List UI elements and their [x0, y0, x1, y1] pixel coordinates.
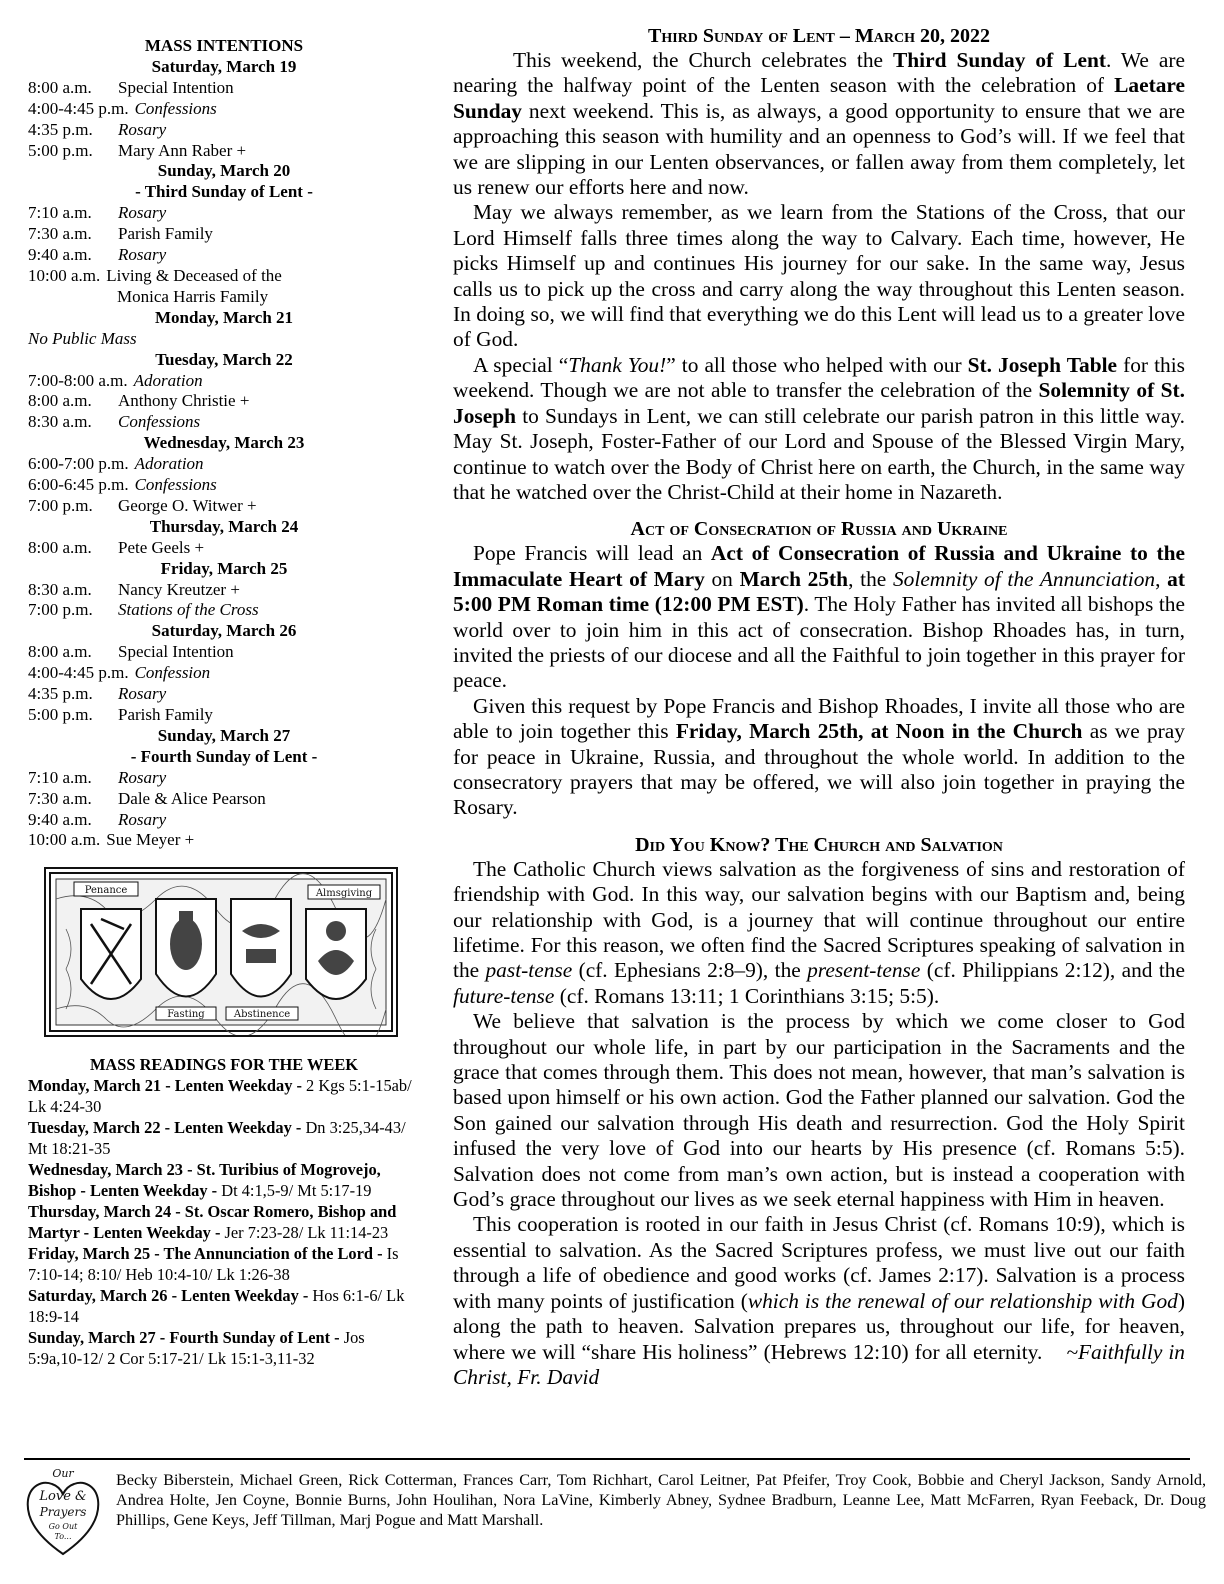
mass-entry-intention: Special Intention	[118, 77, 234, 97]
mass-entry-time: 10:00 a.m.	[28, 830, 101, 850]
mass-entry-intention: Parish Family	[118, 705, 213, 724]
reading-refs: Dt 4:1,5-9/ Mt 5:17-19	[221, 1181, 372, 1201]
mass-entry	[28, 391, 420, 412]
lent-heading: Third Sunday of Lent – March 20, 2022	[648, 25, 990, 47]
mass-entry-time: 9:40 a.m.	[28, 809, 92, 829]
mass-day-subtitle: - Third Sunday of Lent -	[135, 182, 313, 202]
mass-entry-time: 6:00-7:00 p.m.	[28, 454, 129, 474]
mass-entry-intention: Stations of the Cross	[118, 600, 259, 620]
mass-entry	[28, 141, 420, 162]
emblem-label-penance: Penance	[84, 885, 128, 897]
mass-intentions-title: MASS INTENTIONS	[144, 36, 304, 55]
mass-day-heading: Sunday, March 20	[157, 161, 291, 181]
mass-entry-intention: Living & Deceased of the	[106, 265, 282, 285]
footer-divider	[24, 1458, 1190, 1460]
readings-list	[28, 1075, 420, 1369]
mass-entry	[28, 789, 420, 810]
reading-refs: 2 Kgs 5:1-15ab/ Lk 4:24-30	[28, 1076, 412, 1117]
mass-entry-intention: Mary Ann Raber +	[118, 140, 247, 160]
mass-entry-intention: Adoration	[134, 454, 204, 474]
mass-entry	[28, 663, 420, 684]
mass-day-heading: Sunday, March 27	[157, 725, 291, 745]
mass-entry-time: 8:00 a.m.	[28, 391, 92, 411]
mass-entry-intention: Dale & Alice Pearson	[118, 788, 266, 808]
emblem-label-fasting: Fasting	[167, 1009, 205, 1021]
mass-entry-time: 7:30 a.m.	[28, 788, 92, 808]
mass-entry-time: 4:00-4:45 p.m.	[28, 663, 129, 683]
reading-refs: Is 7:10-14; 8:10/ Heb 10:4-10/ Lk 1:26-38	[28, 1244, 399, 1285]
mass-entry	[28, 642, 420, 663]
prayer-list-names: Becky Biberstein, Michael Green, Rick Cotterman, Frances Carr, Tom Richhart, Carol Leitner, Pat Pfeifer, Troy Cook, Bobbie and Cheryl Jackson, Sandy Arnold, Andrea Holte, Jen Coyne, Bonnie Burns, John Houlihan, Nora LaVine, Kimberly Abney, Sydnee Bradburn, Leanne Lee, Matt McFarren, Ryan Feeback, Dr. Doug Phillips, Gene Keys, Jeff Tillman, Marj Pogue and Matt Marshall.	[116, 1471, 1206, 1529]
mass-entry-intention: George O. Witwer +	[118, 495, 257, 515]
lent-paragraph-1: This weekend, the Church celebrates the Third Sunday of Lent. We are nearing the halfway point of the Lenten season with the celebration of Laetare Sunday next weekend. This is, as always, a good opportunity to ensure that we are approaching this season with humility and an openness to God’s will. If we feel that we are slipping in our Lenten observances, or fallen away from them completely, let us renew our efforts here and now.	[453, 48, 1185, 200]
mass-entry-intention: Parish Family	[118, 224, 213, 244]
mass-entry	[28, 496, 420, 517]
mass-entry-time: 7:10 a.m.	[28, 203, 92, 223]
mass-day-heading: Monday, March 21	[154, 307, 294, 327]
mass-entry	[28, 454, 420, 475]
mass-entry-intention: Confessions	[134, 475, 217, 495]
reading-refs: Jer 7:23-28/ Lk 11:14-23	[224, 1223, 389, 1243]
reading-day: Monday, March 21 - Lenten Weekday -	[28, 1076, 307, 1096]
salvation-heading: Did You Know? The Church and Salvation	[635, 833, 1003, 856]
mass-entry-intention: Confessions	[134, 98, 217, 118]
reading-item	[28, 1159, 420, 1201]
mass-entry-time: 7:00 p.m.	[28, 600, 93, 620]
mass-entry	[28, 475, 420, 496]
mass-entry	[28, 810, 420, 831]
mass-days	[28, 57, 420, 851]
mass-entry-intention: Sue Meyer +	[106, 830, 195, 850]
mass-entry-time: 8:00 a.m.	[28, 537, 92, 557]
mass-entry-time: 9:40 a.m.	[28, 245, 92, 265]
reading-day: Thursday, March 24 - St. Oscar Romero, Bishop and Martyr - Lenten Weekday -	[28, 1202, 397, 1243]
reading-refs: Dn 3:25,34-43/ Mt 18:21-35	[28, 1118, 406, 1159]
salvation-paragraph-2: We believe that salvation is the process by which we come closer to God throughout our whole life, in part by our participation in the Sacraments and the grace that comes through them. This does not mean, however, that man’s salvation is based upon himself or his own action. God the Father planned our salvation. God the Son gained our salvation through His death and resurrection. God the Holy Spirit infused the very love of God into our hearts by His presence (cf. Romans 5:5). Salvation does not come from man’s own action, but is instead a cooperation with God’s grace throughout our lives as we seek eternal happiness with Him in heaven.	[453, 1009, 1185, 1212]
mass-entry	[28, 78, 420, 99]
reading-item	[28, 1285, 420, 1327]
left-column	[28, 36, 420, 1369]
heart-logo-icon	[24, 1464, 102, 1560]
mass-entry-intention: Rosary	[118, 809, 167, 829]
mass-intentions	[28, 36, 420, 851]
logo-text-our: Our	[52, 1467, 74, 1480]
mass-entry-time: 10:00 a.m.	[28, 265, 101, 285]
emblem-label-almsgiving: Almsgiving	[315, 888, 373, 900]
reading-refs: Jos 5:9a,10-12/ 2 Cor 5:17-21/ Lk 15:1-3,11-32	[28, 1328, 365, 1369]
mass-entry-time: 4:00-4:45 p.m.	[28, 98, 129, 118]
reading-refs: Hos 6:1-6/ Lk 18:9-14	[28, 1286, 405, 1327]
right-column	[453, 24, 1185, 1390]
mass-entry-intention: Rosary	[118, 245, 167, 265]
logo-text-love: Love &	[39, 1489, 87, 1504]
reading-item	[28, 1117, 420, 1159]
mass-entry-intention: Special Intention	[118, 642, 234, 662]
mass-entry	[28, 224, 420, 245]
mass-day-heading: Thursday, March 24	[149, 516, 299, 536]
mass-readings	[28, 1054, 420, 1369]
mass-day-heading: Saturday, March 19	[151, 56, 297, 76]
mass-entry-time: 7:30 a.m.	[28, 224, 92, 244]
mass-entry	[28, 830, 420, 851]
mass-day-heading: Saturday, March 26	[151, 621, 297, 641]
mass-entry	[28, 705, 420, 726]
mass-entry-time: 7:00-8:00 a.m.	[28, 370, 128, 390]
lent-paragraph-2: May we always remember, as we learn from the Stations of the Cross, that our Lord Himself falls three times along the way to Calvary. Each time, however, He picks Himself up and continues His journey for our sake. In the same way, Jesus calls us to pick up the cross and carry along the way throughout this Lenten season. In doing so, we will find that everything we do this Lent will lead us to a greater love of God.	[453, 200, 1185, 352]
mass-entry-time: 4:35 p.m.	[28, 119, 93, 139]
consecration-paragraph-1: Pope Francis will lead an Act of Consecration of Russia and Ukraine to the Immaculate Heart of Mary on March 25th, the Solemnity of the Annunciation, at 5:00 PM Roman time (12:00 PM EST). The Holy Father has invited all bishops the world over to join him in this act of consecration. Bishop Rhoades has, in turn, invited the priests of our diocese and all the Faithful to join together in this prayer for peace.	[453, 541, 1185, 693]
mass-day-heading: Wednesday, March 23	[143, 433, 305, 453]
reading-day: Wednesday, March 23 - St. Turibius of Mogrovejo, Bishop - Lenten Weekday -	[28, 1160, 381, 1201]
mass-entry	[28, 412, 420, 433]
emblem-label-abstinence: Abstinence	[233, 1009, 291, 1021]
mass-entry	[28, 266, 420, 287]
mass-entry-intention: Pete Geels +	[118, 537, 205, 557]
mass-entry-intention: Rosary	[118, 684, 167, 704]
salvation-paragraph-3: This cooperation is rooted in our faith in Jesus Christ (cf. Romans 10:9), which is essential to salvation. As the Sacred Scriptures profess, we must live out our faith through a life of obedience and good works (cf. James 2:17). Salvation is a process with many points of justification (which is the renewal of our relationship with God) along the path to heaven. Salvation prepares us, throughout our life, for heaven, where we will “share His holiness” (Hebrews 12:10) for all eternity. ~Faithfully in Christ, Fr. David	[453, 1212, 1186, 1389]
mass-entry	[28, 768, 420, 789]
mass-entry-continuation: Monica Harris Family	[117, 286, 269, 306]
mass-entry-intention: Anthony Christie +	[118, 391, 250, 411]
mass-entry	[28, 120, 420, 141]
mass-entry-time: 8:00 a.m.	[28, 642, 92, 662]
mass-entry-time: 8:30 a.m.	[28, 579, 92, 599]
logo-text-to: To...	[54, 1532, 72, 1541]
mass-entry	[28, 203, 420, 224]
mass-entry-intention: Confessions	[118, 412, 201, 432]
mass-entry	[28, 538, 420, 559]
mass-entry	[28, 99, 420, 120]
mass-entry-intention: Rosary	[118, 203, 167, 223]
logo-text-go-out: Go Out	[48, 1522, 78, 1531]
mass-entry-time: 5:00 p.m.	[28, 705, 93, 724]
mass-day-heading: Friday, March 25	[160, 558, 288, 578]
prayer-list-footer	[24, 1464, 1206, 1574]
mass-entry-time: 8:00 a.m.	[28, 77, 92, 97]
reading-day: Saturday, March 26 - Lenten Weekday -	[28, 1286, 313, 1306]
mass-entry-intention: Adoration	[133, 370, 203, 390]
reading-item	[28, 1201, 420, 1243]
mass-day-heading: Tuesday, March 22	[155, 349, 293, 369]
mass-entry-intention: Confession	[134, 663, 211, 683]
pastor-signature: ~Faithfully in Christ, Fr. David	[453, 1339, 1186, 1389]
mass-day-subtitle: - Fourth Sunday of Lent -	[130, 746, 318, 766]
mass-entry-intention: Rosary	[118, 767, 167, 787]
salvation-paragraph-1: The Catholic Church views salvation as the forgiveness of sins and restoration of friendship with God. In this way, our salvation begins with our Baptism and, being our relationship with God, is a journey that will continue throughout our entire lifetime. For this reason, we often find the Sacred Scriptures speaking of salvation in the past-tense (cf. Ephesians 2:8–9), the present-tense (cf. Philippians 2:12), and the future-tense (cf. Romans 13:11; 1 Corinthians 3:15; 5:5).	[453, 856, 1185, 1008]
reading-item	[28, 1075, 420, 1117]
logo-text-prayers: Prayers	[39, 1505, 87, 1519]
mass-entry-time: 5:00 p.m.	[28, 140, 93, 160]
reading-day: Friday, March 25 - The Annunciation of the Lord -	[28, 1244, 387, 1264]
mass-entry	[28, 245, 420, 266]
reading-item	[28, 1327, 420, 1369]
mass-entry-time: 6:00-6:45 p.m.	[28, 475, 129, 495]
reading-day: Tuesday, March 22 - Lenten Weekday -	[28, 1118, 306, 1138]
mass-note: No Public Mass	[28, 328, 137, 348]
consecration-paragraph-2: Given this request by Pope Francis and Bishop Rhoades, I invite all those who are able to join together this Friday, March 25th, at Noon in the Church as we pray for peace in Ukraine, Russia, and throughout the whole world. In addition to the consecratory prayers that may be offered, we will also join together in praying the Rosary.	[453, 693, 1185, 820]
mass-entry-time: 7:00 p.m.	[28, 495, 93, 515]
reading-day: Sunday, March 27 - Fourth Sunday of Lent -	[28, 1328, 344, 1348]
mass-entry-intention: Rosary	[118, 119, 167, 139]
mass-entry-time: 4:35 p.m.	[28, 684, 93, 704]
mass-entry-continued	[28, 287, 420, 308]
mass-entry	[28, 600, 420, 621]
consecration-heading: Act of Consecration of Russia and Ukraine	[630, 518, 1008, 541]
lent-paragraph-3: A special “Thank You!” to all those who helped with our St. Joseph Table for this weekend. Though we are not able to transfer the celebration of the Solemnity of St. Joseph to Sundays in Lent, we can still celebrate our parish patron in this little way. May St. Joseph, Foster-Father of our Lord and Spouse of the Blessed Virgin Mary, continue to watch over the Body of Christ here on earth, the Church, in the same way that he watched over the Christ-Child at their home in Nazareth.	[453, 352, 1186, 504]
mass-entry	[28, 580, 420, 601]
mass-entry-time: 8:30 a.m.	[28, 412, 92, 432]
reading-item	[28, 1243, 420, 1285]
mass-readings-title: MASS READINGS FOR THE WEEK	[89, 1055, 359, 1075]
mass-entry-intention: Nancy Kreutzer +	[118, 579, 240, 599]
mass-entry	[28, 371, 420, 392]
mass-entry-time: 7:10 a.m.	[28, 767, 92, 787]
lenten-pillars-emblem	[44, 867, 398, 1037]
mass-entry	[28, 684, 420, 705]
